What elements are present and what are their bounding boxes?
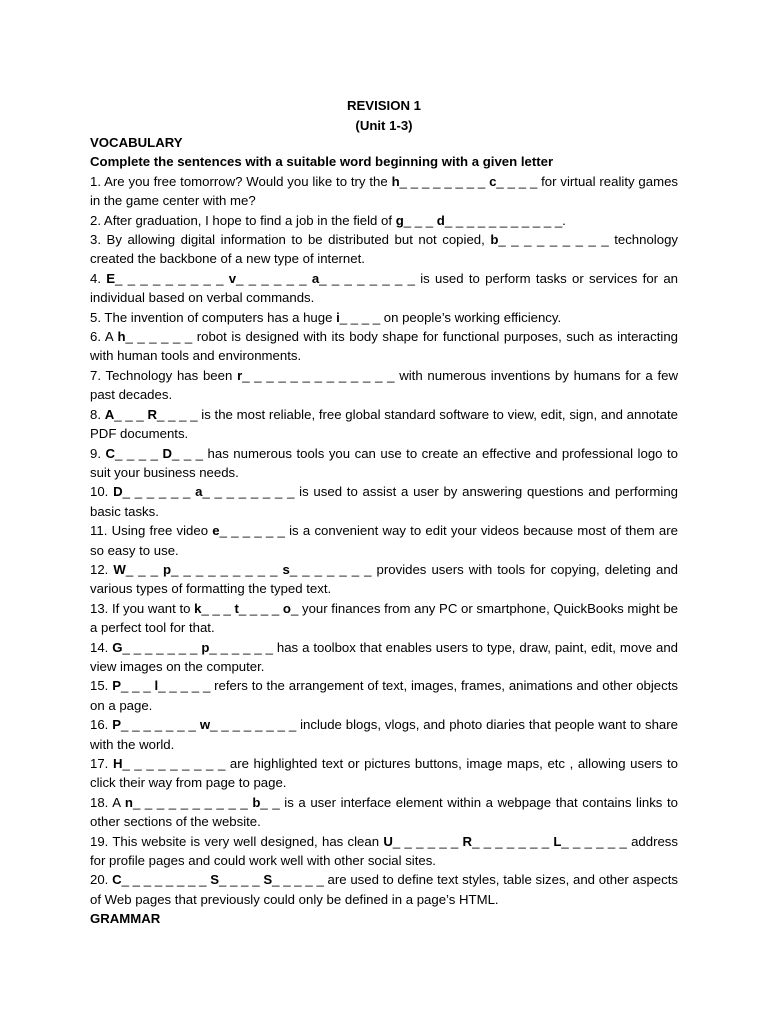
question-text: _ _ _ _ _ are used to define text styles, table sizes, and other aspects of Web pages that previously could only be defined in a page’s HTML. [90,872,678,907]
hint-letter: P [112,678,121,694]
question-text: _ _ _ _ _ _ _ _ _ technology created the backbone of a new type of internet. [90,232,679,267]
hint-letter: g [395,212,404,228]
question-text: _ _ _ _ _ _ _ [122,639,202,655]
question-text: 6. A [90,329,118,345]
hint-letter: H [112,756,123,771]
question-text: _ _ _ _ on people’s working efficiency. [339,309,562,325]
question-text: _ _ _ _ _ _ _ _ is used to assist a user by answering questions and performing basic tasks. [90,484,679,519]
question-item [90,638,678,677]
hint-letter: E [106,270,116,286]
hint-letter: G [112,639,123,655]
hint-letter: b [490,232,499,248]
question-item [90,405,678,444]
page-subtitle: (Unit 1-3) [355,118,413,133]
question-text: _ _ _ _ _ _ _ provides users with tools for copying, deleting and various types of formatting the typed text. [90,561,678,597]
question-item [90,715,678,754]
question-text: _ _ _ [114,406,148,422]
question-text: _ your finances from any PC or smartphone, QuickBooks might be a perfect tool for that. [90,600,679,636]
question-text: _ _ _ _ _ _ _ _ _ _ _ _ _ with numerous inventions by humans for a few past decades. [90,367,678,403]
hint-letter: e [212,523,220,539]
question-text: _ _ _ _ _ _ robot is designed with its body shape for functional purposes, such as interacting with human tools and environments. [90,329,678,364]
question-item [90,366,678,405]
question-item [90,832,678,871]
question-text: _ _ _ [201,600,235,616]
question-text: _ _ _ _ _ _ [392,833,463,849]
question-item [90,444,678,483]
document-content [90,133,678,929]
question-text: _ _ _ _ _ _ [236,270,312,286]
question-item [90,482,678,521]
question-text: _ _ is a user interface element within a webpage that contains links to other sections of the website. [90,794,679,830]
hint-letter: S [210,872,220,888]
title-block [0,96,768,135]
hint-letter: R [462,833,473,849]
grammar-heading: GRAMMAR [90,911,161,927]
hint-letter: A [104,406,115,422]
question-item [90,327,678,366]
question-text: _ _ _ _ _ _ is a convenient way to edit your videos because most of them are so easy to use. [90,523,678,558]
question-text: 8. [90,406,105,422]
question-text: _ _ _ _ _ _ _ _ include blogs, vlogs, and photo diaries that people want to share with the world. [90,717,678,752]
hint-letter: p [201,639,210,655]
hint-letter: v [228,270,237,286]
question-item [90,211,678,230]
question-text: 4. [90,270,107,286]
question-text: _ _ _ _ _ _ _ [121,717,200,733]
question-item [90,172,678,211]
question-text: 11. Using free video [90,523,213,539]
question-text: 12. [90,561,114,577]
hint-letter: i [336,309,340,325]
hint-letter: t [234,600,239,616]
question-text: _ _ _ _ is the most reliable, free global standard software to view, edit, sign, and annotate PDF documents. [90,406,678,442]
question-text: _ _ _ _ _ _ has a toolbox that enables users to type, draw, paint, edit, move and view images on the computer. [90,639,679,674]
question-text: 14. [90,639,113,655]
vocabulary-heading: VOCABULARY [90,135,183,150]
question-text: _ _ _ _ _ _ _ [472,833,554,849]
question-text: 5. The invention of computers has a huge [90,309,337,325]
question-text: _ _ _ _ _ _ _ _ _ [115,270,229,286]
hint-letter: a [311,270,320,286]
question-text: _ _ _ _ for virtual reality games in the game center with me? [90,173,679,209]
question-item [90,599,678,638]
question-text: 20. [90,872,113,888]
question-text: _ _ _ _ _ _ _ _ is used to perform tasks or services for an individual based on verbal commands. [90,270,679,306]
hint-letter: S [263,872,273,888]
hint-letter: h [391,173,400,189]
question-item [90,793,678,832]
question-text: _ _ _ _ [238,600,283,616]
hint-letter: C [105,445,116,461]
question-text: 17. [90,756,113,771]
question-text: 9. [90,445,106,461]
question-text: 10. [90,484,114,500]
hint-letter: d [436,212,445,228]
question-list [90,172,678,909]
hint-letter: D [113,484,123,500]
question-item [90,676,678,715]
hint-letter: a [195,484,203,500]
hint-letter: k [194,600,202,616]
hint-letter: h [117,329,126,345]
question-text: 13. If you want to [90,600,195,616]
hint-letter: C [112,872,122,888]
question-text: _ _ _ _ _ _ _ _ _ _ _. [444,212,566,228]
question-text: _ _ _ [403,212,437,228]
question-item [90,521,678,560]
question-text: 19. This website is very well designed, has clean [90,833,384,849]
question-text: _ _ _ _ _ _ [122,484,196,500]
hint-letter: L [553,833,562,849]
hint-letter: b [252,794,261,810]
hint-letter: w [199,717,211,733]
hint-letter: s [282,561,290,577]
question-item [90,269,678,308]
hint-letter: n [124,794,133,810]
question-item [90,230,678,269]
question-item [90,870,678,909]
hint-letter: W [113,561,126,577]
question-text: _ _ _ _ _ _ _ _ _ are highlighted text or pictures buttons, image maps, etc , allowing users to click their way from page to page. [90,756,678,791]
hint-letter: o [282,600,291,616]
question-text: _ _ _ _ _ _ address for profile pages and could work well with other social sites. [90,833,678,869]
question-text: _ _ _ _ _ _ _ _ _ _ [132,794,253,810]
question-text: _ _ _ _ _ _ _ _ _ [171,561,283,577]
hint-letter: D [162,445,172,461]
question-item [90,754,678,793]
vocabulary-instruction: Complete the sentences with a suitable word beginning with a given letter [90,154,554,170]
question-text: 16. [90,717,113,733]
question-text: _ _ _ [125,561,163,577]
question-text: _ _ _ has numerous tools you can use to create an effective and professional logo to suit your business needs. [90,445,678,480]
hint-letter: p [163,561,172,577]
question-text: 7. Technology has been [90,367,238,383]
hint-letter: R [147,406,158,422]
hint-letter: c [489,173,497,189]
hint-letter: U [383,833,393,849]
question-text: 15. [90,678,113,694]
hint-letter: l [154,678,159,694]
question-text: _ _ _ _ _ _ _ _ [121,872,211,888]
question-text: _ _ _ [120,678,155,694]
hint-letter: P [112,717,122,733]
page-title: REVISION 1 [346,98,422,113]
hint-letter: r [237,367,243,383]
question-text: 2. After graduation, I hope to find a job in the field of [90,212,396,228]
question-text: 18. A [90,794,125,810]
question-text: _ _ _ _ [219,872,264,888]
question-text: 3. By allowing digital information to be distributed but not copied, [90,232,491,248]
question-text: _ _ _ _ _ _ _ _ [399,173,490,189]
question-item [90,560,678,599]
question-text: _ _ _ _ _ refers to the arrangement of text, images, frames, animations and other objects on a page. [90,678,678,713]
question-text: _ _ _ _ [115,445,163,461]
question-text: 1. Are you free tomorrow? Would you like to try the [90,173,392,189]
question-item [90,308,678,327]
